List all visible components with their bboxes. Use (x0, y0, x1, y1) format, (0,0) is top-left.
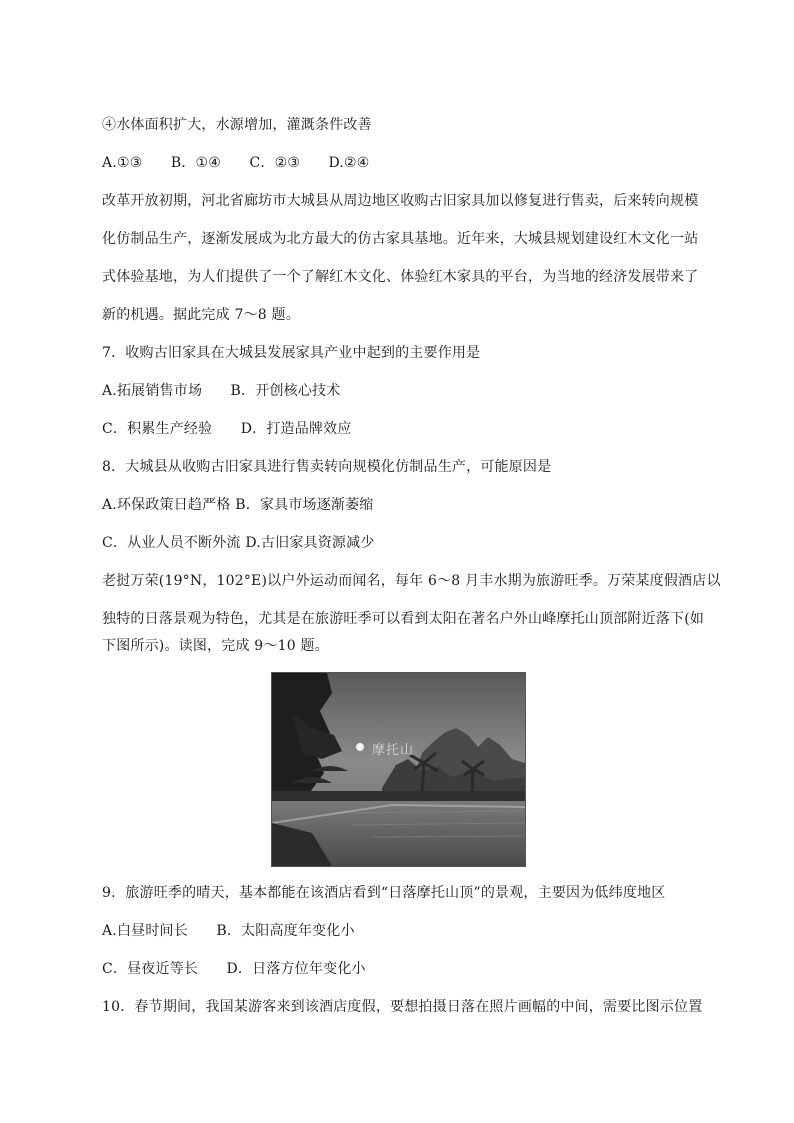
passage-line: 下图所示)。读图，完成 9～10 题。 (102, 638, 329, 654)
option-4-text: ④水体面积扩大，水源增加，灌溉条件改善 (102, 117, 372, 133)
answer-options-q6: A.①③ B．①④ C．②③ D.②④ (102, 155, 370, 171)
answer-options-q9-row2: C．昼夜近等长 D．日落方位年变化小 (102, 961, 366, 977)
question-9: 9．旅游旺季的晴天，基本都能在该酒店看到“日落摩托山顶”的景观，主要因为低纬度地区 (102, 885, 666, 901)
passage-line: 式体验基地，为人们提供了一个了解红木文化、体验红木家具的平台，为当地的经济发展带来了 (102, 269, 699, 285)
question-7: 7．收购古旧家具在大城县发展家具产业中起到的主要作用是 (102, 345, 481, 361)
answer-options-q7-row1: A.拓展销售市场 B．开创核心技术 (102, 383, 341, 399)
sunset-photo-icon (272, 673, 525, 866)
answer-options-q8-row2: C．从业人员不断外流 D.古旧家具资源减少 (102, 535, 375, 551)
passage-line: 独特的日落景观为特色，尤其是在旅游旺季可以看到太阳在著名户外山峰摩托山顶部附近落下(如 (102, 611, 705, 627)
answer-options-q8-row1: A.环保政策日趋严格 B．家具市场逐渐萎缩 (102, 497, 374, 513)
passage-line: 新的机遇。据此完成 7～8 题。 (102, 307, 300, 323)
passage-line: 化仿制品生产，逐渐发展成为北方最大的仿古家具基地。近年来，大城县规划建设红木文化一站 (102, 231, 699, 247)
passage-line: 改革开放初期，河北省廊坊市大城县从周边地区收购古旧家具加以修复进行售卖，后来转向规模 (102, 193, 699, 209)
answer-options-q9-row1: A.白昼时间长 B．太阳高度年变化小 (102, 923, 355, 939)
mountain-label: 摩托山 (372, 743, 415, 758)
question-8: 8．大城县从收购古旧家具进行售卖转向规模化仿制品生产，可能原因是 (102, 459, 552, 475)
question-10: 10．春节期间，我国某游客来到该酒店度假，要想拍摄日落在照片画幅的中间，需要比图示位置 (102, 999, 703, 1015)
sunset-photo-figure (271, 672, 526, 867)
passage-line: 老挝万荣(19°N，102°E)以户外运动而闻名，每年 6～8 月丰水期为旅游旺季。万荣某度假酒店以 (102, 573, 721, 589)
answer-options-q7-row2: C．积累生产经验 D．打造品牌效应 (102, 421, 352, 437)
